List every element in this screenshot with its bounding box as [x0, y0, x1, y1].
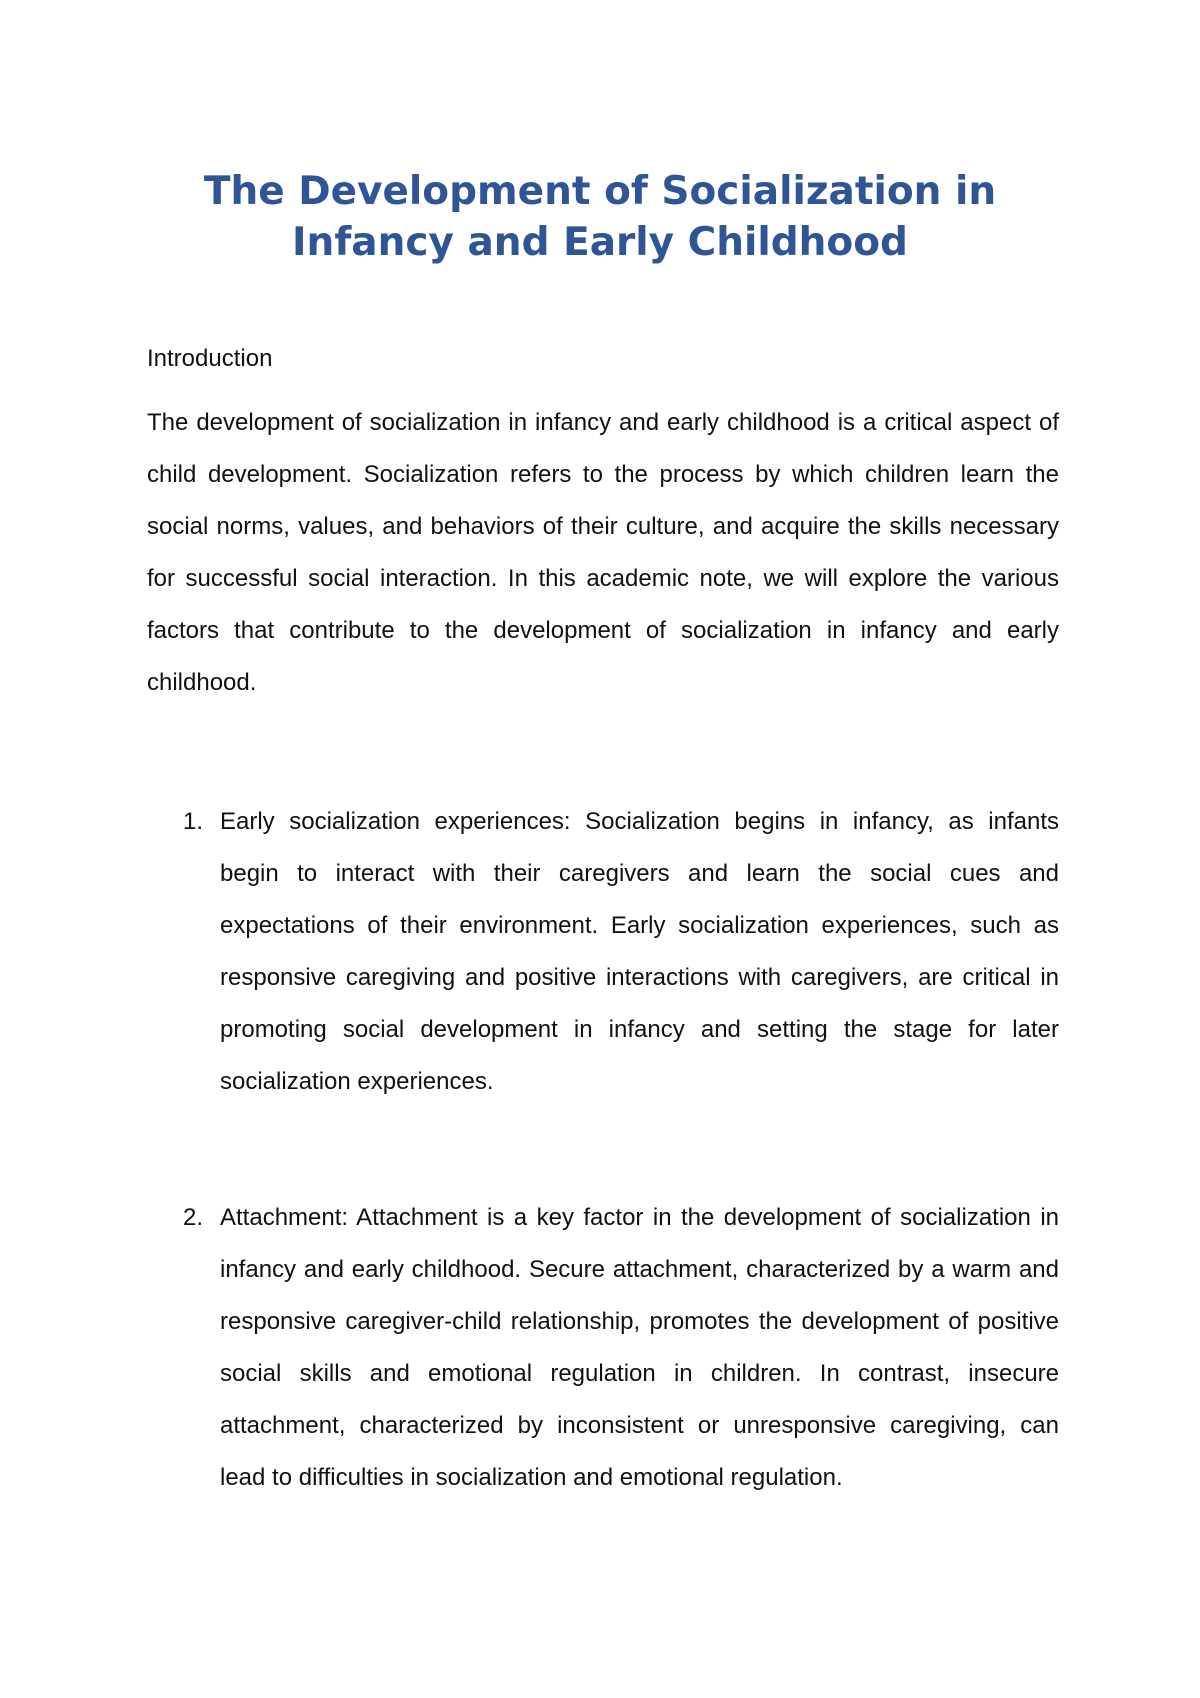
- numbered-list-item-1-container: [147, 796, 1059, 1108]
- document-title: The Development of Socialization in Infancy and Early Childhood: [203, 169, 997, 265]
- numbered-list-item-2-container: [147, 1192, 1059, 1504]
- list-item-text: Early socialization experiences: Socialization begins in infancy, as infants begin to interact with their caregivers and learn the social cues and expectations of their environment. Early socialization experiences, such as responsive caregiving and positive interactions with caregivers, are critical in promoting social development in infancy and setting the stage for later socialization experiences.: [220, 808, 1059, 1095]
- section-heading-introduction: Introduction: [147, 345, 273, 372]
- intro-paragraph: The development of socialization in infancy and early childhood is a critical aspect of child development. Socialization refers to the process by which children learn the social norms, values, and behaviors of their culture, and acquire the skills necessary for successful social interaction. In this academic note, we will explore the various factors that contribute to the development of socialization in infancy and early childhood.: [147, 409, 1059, 696]
- list-item: [147, 796, 1059, 1108]
- list-item-number: 2.: [183, 1204, 204, 1231]
- list-item: [147, 1192, 1059, 1504]
- list-item-number: 1.: [183, 808, 204, 835]
- list-item-text: Attachment: Attachment is a key factor in the development of socialization in infancy and early childhood. Secure attachment, characterized by a warm and responsive caregiver-child relationship, promotes the development of positive social skills and emotional regulation in children. In contrast, insecure attachment, characterized by inconsistent or unresponsive caregiving, can lead to difficulties in socialization and emotional regulation.: [220, 1204, 1059, 1491]
